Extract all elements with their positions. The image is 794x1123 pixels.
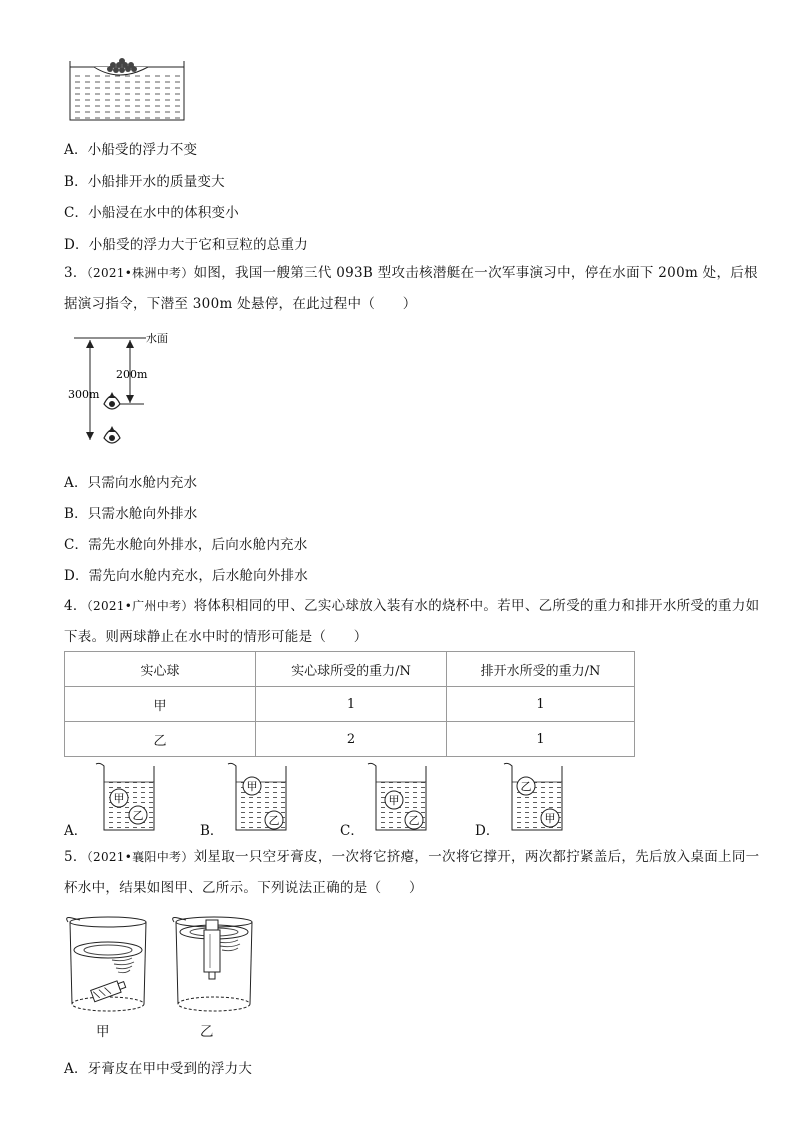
q5-text: 刘星取一只空牙膏皮，一次将它挤瘪，一次将它撑开，两次都拧紧盖后，先后放入桌面上同一杯水中，结果如图甲、乙所示。下列说法正确的是（ ） bbox=[64, 849, 760, 896]
ball-jia-label: 甲 bbox=[388, 794, 400, 807]
table-cell: 甲 bbox=[65, 687, 256, 722]
table-cell: 2 bbox=[256, 722, 447, 757]
q3-stem bbox=[64, 258, 764, 320]
boat-in-water-figure bbox=[64, 55, 194, 125]
beaker-a bbox=[92, 760, 162, 834]
ball-yi-label: 乙 bbox=[408, 814, 420, 827]
q5-option-a: A．牙膏皮在甲中受到的浮力大 bbox=[64, 1061, 253, 1077]
flattened-toothpaste-tube bbox=[91, 979, 127, 1002]
table-cell: 1 bbox=[256, 687, 447, 722]
q4-choice-a-label: A． bbox=[64, 823, 88, 839]
toothpaste-beaker-yi bbox=[168, 912, 258, 1020]
beaker-b bbox=[224, 760, 294, 834]
q3-source: （2021•株洲中考） bbox=[86, 266, 194, 280]
q4-choice-d-label: D． bbox=[475, 823, 500, 839]
table-cell: 1 bbox=[447, 722, 635, 757]
q5-number: 5． bbox=[64, 849, 87, 865]
ball-yi-label: 乙 bbox=[268, 814, 280, 827]
table-row bbox=[65, 687, 635, 722]
depth-300-label: 300m bbox=[68, 388, 100, 401]
submarine-icon-lower bbox=[104, 426, 120, 443]
q4-choice-b-label: B． bbox=[200, 823, 224, 839]
q3-option-c: C．需先水舱向外排水，后向水舱内充水 bbox=[64, 537, 308, 553]
submarine-depth-figure bbox=[66, 328, 186, 450]
q4-choice-c-label: C． bbox=[340, 823, 364, 839]
ball-yi-label: 乙 bbox=[132, 809, 144, 822]
q3-text: 如图，我国一艘第三代 093B 型攻击核潜艇在一次军事演习中，停在水面下 200m 处，后根据演习指令，下潜至 300m 处悬停，在此过程中（ ） bbox=[64, 265, 758, 312]
ball-yi-label: 乙 bbox=[520, 780, 532, 793]
q3-number: 3． bbox=[64, 265, 87, 281]
beaker-c bbox=[364, 760, 434, 834]
q4-text: 将体积相同的甲、乙实心球放入装有水的烧杯中。若甲、乙所受的重力和排开水所受的重力如下表。则两球静止在水中时的情形可能是（ ） bbox=[64, 598, 760, 645]
surface-label: 水面 bbox=[146, 332, 168, 345]
table-row bbox=[65, 722, 635, 757]
q4-stem bbox=[64, 591, 764, 653]
q5-source: （2021•襄阳中考） bbox=[86, 850, 194, 864]
q4-data-table bbox=[64, 651, 635, 757]
q2-option-d: D．小船受的浮力大于它和豆粒的总重力 bbox=[64, 237, 308, 253]
table-cell: 1 bbox=[447, 687, 635, 722]
submarine-icon-upper bbox=[104, 392, 120, 409]
q3-option-b: B．只需水舱向外排水 bbox=[64, 506, 198, 522]
q2-option-a: A．小船受的浮力不变 bbox=[64, 142, 198, 158]
q2-option-b: B．小船排开水的质量变大 bbox=[64, 174, 225, 190]
expanded-toothpaste-tube bbox=[204, 920, 220, 979]
toothpaste-beaker-jia bbox=[62, 912, 152, 1020]
q3-option-a: A．只需向水舱内充水 bbox=[64, 475, 198, 491]
q5-stem bbox=[64, 842, 764, 904]
ball-jia-label: 甲 bbox=[113, 792, 125, 805]
q5-figure-label-jia: 甲 bbox=[96, 1024, 110, 1040]
table-header-row bbox=[65, 652, 635, 687]
beaker-d bbox=[500, 760, 570, 834]
ball-jia-label: 甲 bbox=[246, 780, 258, 793]
q3-option-d: D．需先向水舱内充水，后水舱向外排水 bbox=[64, 568, 308, 584]
q4-source: （2021•广州中考） bbox=[86, 599, 194, 613]
table-header-cell: 实心球所受的重力/N bbox=[256, 652, 447, 687]
depth-200-label: 200m bbox=[116, 368, 148, 381]
ball-jia-label: 甲 bbox=[544, 812, 556, 825]
q5-figure-label-yi: 乙 bbox=[200, 1024, 214, 1040]
q4-number: 4． bbox=[64, 598, 87, 614]
table-cell: 乙 bbox=[65, 722, 256, 757]
q2-option-c: C．小船浸在水中的体积变小 bbox=[64, 205, 239, 221]
table-header-cell: 排开水所受的重力/N bbox=[447, 652, 635, 687]
table-header-cell: 实心球 bbox=[65, 652, 256, 687]
